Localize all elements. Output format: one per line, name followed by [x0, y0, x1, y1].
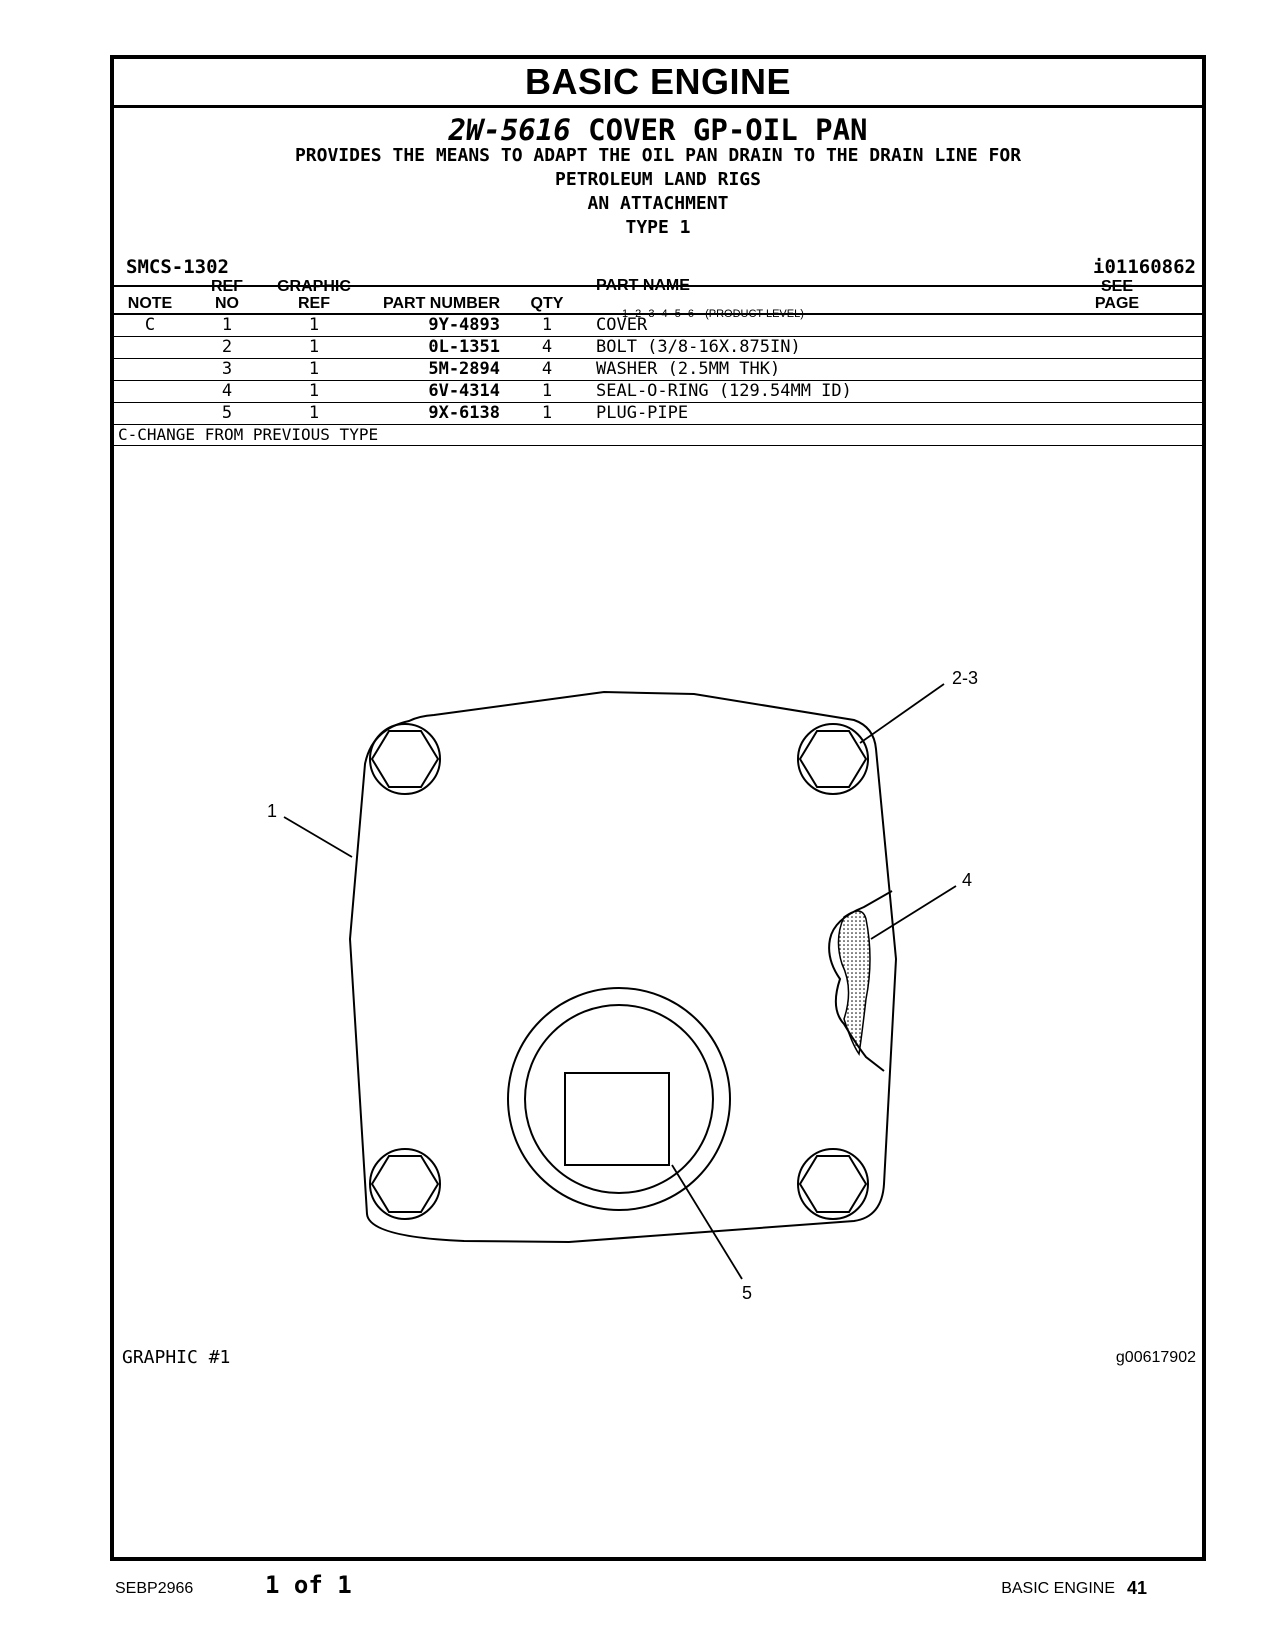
cell-part-name: BOLT (3/8-16X.875IN): [596, 337, 801, 357]
leader-4: [871, 886, 956, 939]
footer-section: BASIC ENGINE: [1001, 1580, 1115, 1597]
pipe-plug: [565, 1073, 669, 1165]
cell-part-name: COVER: [596, 315, 648, 335]
col-header-part-name: PART NAME: [596, 277, 690, 294]
cell-qty: 4: [541, 359, 553, 379]
description-line: PETROLEUM LAND RIGS: [555, 169, 761, 190]
cell-graphic-ref: 1: [308, 381, 320, 401]
product-level-numbers: 1 2 3 4 5 6: [622, 308, 694, 320]
col-header-qty: QTY: [530, 295, 564, 312]
cell-graphic-ref: 1: [308, 403, 320, 423]
description-line: TYPE 1: [625, 217, 691, 238]
col-header-part-number: PART NUMBER: [382, 295, 500, 312]
cell-part-number: 9X-6138: [428, 403, 500, 423]
seal-o-ring: [838, 911, 870, 1054]
cell-qty: 4: [541, 337, 553, 357]
col-header-see-page-1: SEE: [1100, 278, 1133, 295]
footer-doc-number: SEBP2966: [115, 1580, 194, 1597]
cell-ref-no: 1: [221, 315, 233, 335]
page-frame: [110, 55, 1206, 1561]
footer-page-of: 1 of 1: [265, 1571, 352, 1599]
callout-5: 5: [742, 1283, 753, 1303]
leader-5: [672, 1165, 742, 1279]
col-header-see-page-2: PAGE: [1094, 295, 1140, 312]
cell-part-number: 6V-4314: [428, 381, 500, 401]
description-line: PROVIDES THE MEANS TO ADAPT THE OIL PAN DRAIN TO THE DRAIN LINE FOR: [294, 145, 1022, 166]
col-header-graphic-ref-2: REF: [298, 295, 330, 312]
cell-part-number: 0L-1351: [428, 337, 500, 357]
col-header-note: NOTE: [127, 295, 173, 312]
cell-qty: 1: [541, 381, 553, 401]
cell-qty: 1: [541, 403, 553, 423]
cell-part-name: SEAL-O-RING (129.54MM ID): [596, 381, 852, 401]
product-level-label: (PRODUCT LEVEL): [705, 308, 804, 320]
cell-part-name: WASHER (2.5MM THK): [596, 359, 781, 379]
col-header-graphic-ref-1: GRAPHIC: [277, 278, 351, 295]
leader-2-3: [860, 684, 944, 743]
graphic-label: GRAPHIC #1: [122, 1347, 231, 1368]
cell-ref-no: 4: [221, 381, 233, 401]
drain-boss-outer: [508, 988, 730, 1210]
footer-page-number: 41: [1126, 1578, 1147, 1598]
cell-qty: 1: [541, 315, 553, 335]
callout-4: 4: [962, 870, 973, 890]
smcs-code: SMCS-1302: [126, 256, 229, 278]
cell-ref-no: 5: [221, 403, 233, 423]
leader-1: [284, 817, 352, 857]
callout-2-3: 2-3: [952, 668, 979, 688]
cell-note: C: [144, 315, 156, 335]
col-header-ref-no-2: NO: [215, 295, 239, 312]
callout-1: 1: [267, 801, 278, 821]
cell-ref-no: 3: [221, 359, 233, 379]
cell-ref-no: 2: [221, 337, 233, 357]
cell-part-number: 5M-2894: [428, 359, 500, 379]
group-part-title: COVER GP-OIL PAN: [588, 113, 868, 147]
group-part-number: 2W-5616: [448, 113, 571, 147]
oil-pan-cover-drawing: [114, 59, 1202, 1557]
description-line: AN ATTACHMENT: [587, 193, 729, 214]
cell-graphic-ref: 1: [308, 315, 320, 335]
graphic-id: g00617902: [1115, 1349, 1196, 1366]
bolt-bottom-right: [798, 1149, 868, 1219]
cell-graphic-ref: 1: [308, 359, 320, 379]
bolt-bottom-left: [370, 1149, 440, 1219]
bolt-top-right: [798, 724, 868, 794]
document-id: i01160862: [1093, 256, 1196, 278]
bolt-top-left: [370, 724, 440, 794]
change-footnote: C-CHANGE FROM PREVIOUS TYPE: [118, 425, 379, 444]
cell-graphic-ref: 1: [308, 337, 320, 357]
col-header-ref-no-1: REF: [211, 278, 243, 295]
section-title: BASIC ENGINE: [114, 59, 1202, 108]
cell-part-number: 9Y-4893: [428, 315, 500, 335]
cell-part-name: PLUG-PIPE: [596, 403, 689, 423]
